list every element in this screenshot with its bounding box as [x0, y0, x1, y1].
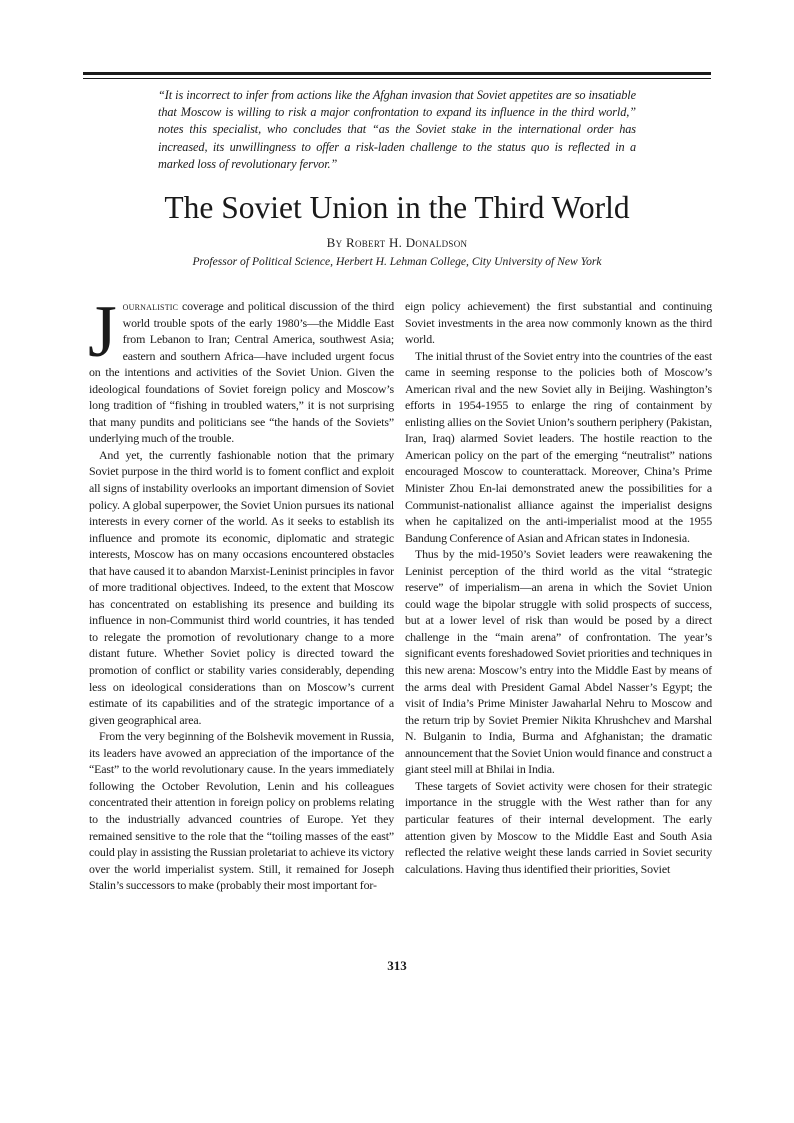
byline: By Robert H. Donaldson	[326, 235, 468, 250]
author-affiliation: Professor of Political Science, Herbert H. Lehman College, City University of New York	[192, 255, 602, 268]
page-number: 313	[387, 958, 407, 973]
lead-in: ournalistic	[122, 299, 179, 313]
top-rule-thin	[83, 78, 711, 79]
paragraph-text: coverage and political discussion of the third world trouble spots of the early 1980’s—the Middle East from Lebanon to Iran; Central America, southwest Asia; eastern and southern Africa—have included urgent focus on the intentions and activities of the Soviet Union. Given the ideological foundations of Soviet foreign policy and Moscow’s long tradition of “fishing in troubled waters,” it is not surprising that many pundits and politicians see “the hands of the Soviets” underlying much of the trouble.	[89, 299, 394, 446]
body-column-left	[88, 291, 394, 894]
drop-cap: J	[88, 291, 117, 373]
paragraph: These targets of Soviet activity were chosen for their strategic importance in the struggle with the West rather than for any particular features of their internal development. The early attention given by Moscow to the Middle East and South Asia reflected the relative weight these lands carried in Soviet security calculations. Having thus identified their priorities, Soviet	[405, 778, 712, 876]
body-column-right	[405, 298, 712, 877]
epigraph: “It is incorrect to infer from actions like the Afghan invasion that Soviet appetites are so insatiable that Moscow is willing to risk a major confrontation to expand its influence in the third world,” notes this specialist, who concludes that “as the Soviet stake in the international order has increased, its unwillingness to offer a risk-laden challenge to the status quo is reflected in a marked loss of revolutionary fervor.”	[158, 88, 636, 171]
opening-paragraph	[88, 291, 394, 447]
paragraph: And yet, the currently fashionable notion that the primary Soviet purpose in the third world is to foment conflict and exploit all signs of instability overlooks an important dimension of Soviet policy. A global superpower, the Soviet Union pursues its national interests in every corner of the world. As it seeks to establish its influence and promote its economic, diplomatic and strategic interests, Moscow has on many occasions encountered obstacles that have caused it to abandon Marxist-Leninist principles in favor of more traditional objectives. Indeed, to the extent that Moscow has concentrated on establishing its presence and building its influence in non-Communist third world countries, it has tended to relegate the promotion of revolutionary change to a more distant future. Whether Soviet policy is directed toward the promotion of conflict or stability varies considerably, depending less on ideological considerations than on Moscow’s current estimate of its capabilities and of the strategic importance of a given geographical area.	[89, 447, 394, 727]
paragraph: The initial thrust of the Soviet entry into the countries of the east came in seeming response to the policies both of Moscow’s American rival and the new Soviet ally in Beijing. Washington’s efforts in 1954-1955 to enlarge the ring of containment by enlisting allies on the Soviet Union’s southern periphery (Pakistan, Iran, Iraq) alarmed Soviet leaders. The hostile reaction to the American policy on the part of the emerging “neutralist” nations encouraged Moscow to counterattack. Moreover, China’s Prime Minister Zhou En-lai demonstrated anew the possibilities for a Communist-nationalist alliance against the imperialist designs when he capitalized on the anti-imperialist mood at the 1955 Bandung Conference of Asian and African states in Indonesia.	[405, 348, 712, 545]
article-title: The Soviet Union in the Third World	[164, 190, 630, 225]
top-rule-thick	[83, 72, 711, 75]
paragraph: eign policy achievement) the first substantial and continuing Soviet investments in the area now commonly known as the third world.	[405, 299, 712, 347]
paragraph: From the very beginning of the Bolshevik movement in Russia, its leaders have avowed an appreciation of the importance of the “East” to the world revolutionary cause. In the years immediately following the October Revolution, Lenin and his colleagues concentrated their attention in foreign policy on problems relating to the industrially advanced countries of Europe. Yet they remained sensitive to the role that the “toiling masses of the east” could play in assisting the Russian proletariat to achieve its victory over the world imperialist system. Still, it remained for Joseph Stalin’s successors to make (probably their most important for-	[89, 729, 394, 893]
paragraph: Thus by the mid-1950’s Soviet leaders were reawakening the Leninist perception of the third world as the vital “strategic reserve” of imperialism—an arena in which the Soviet Union could wage the bipolar struggle with solid prospects of success, but at a lower level of risk than would be posed by a direct challenge in the “main arena” of confrontation. The year’s significant events foreshadowed Soviet priorities and techniques in this new arena: Moscow’s entry into the Middle East by means of the arms deal with President Gamal Abdel Nasser’s Egypt; the visit of India’s Prime Minister Jawaharlal Nehru to Moscow and the return trip by Soviet Premier Nikita Khrushchev and Marshal N. Bulganin to India, Burma and Afghanistan; the dramatic announcement that the Soviet Union would finance and construct a giant steel mill at Bhilai in India.	[405, 547, 713, 777]
